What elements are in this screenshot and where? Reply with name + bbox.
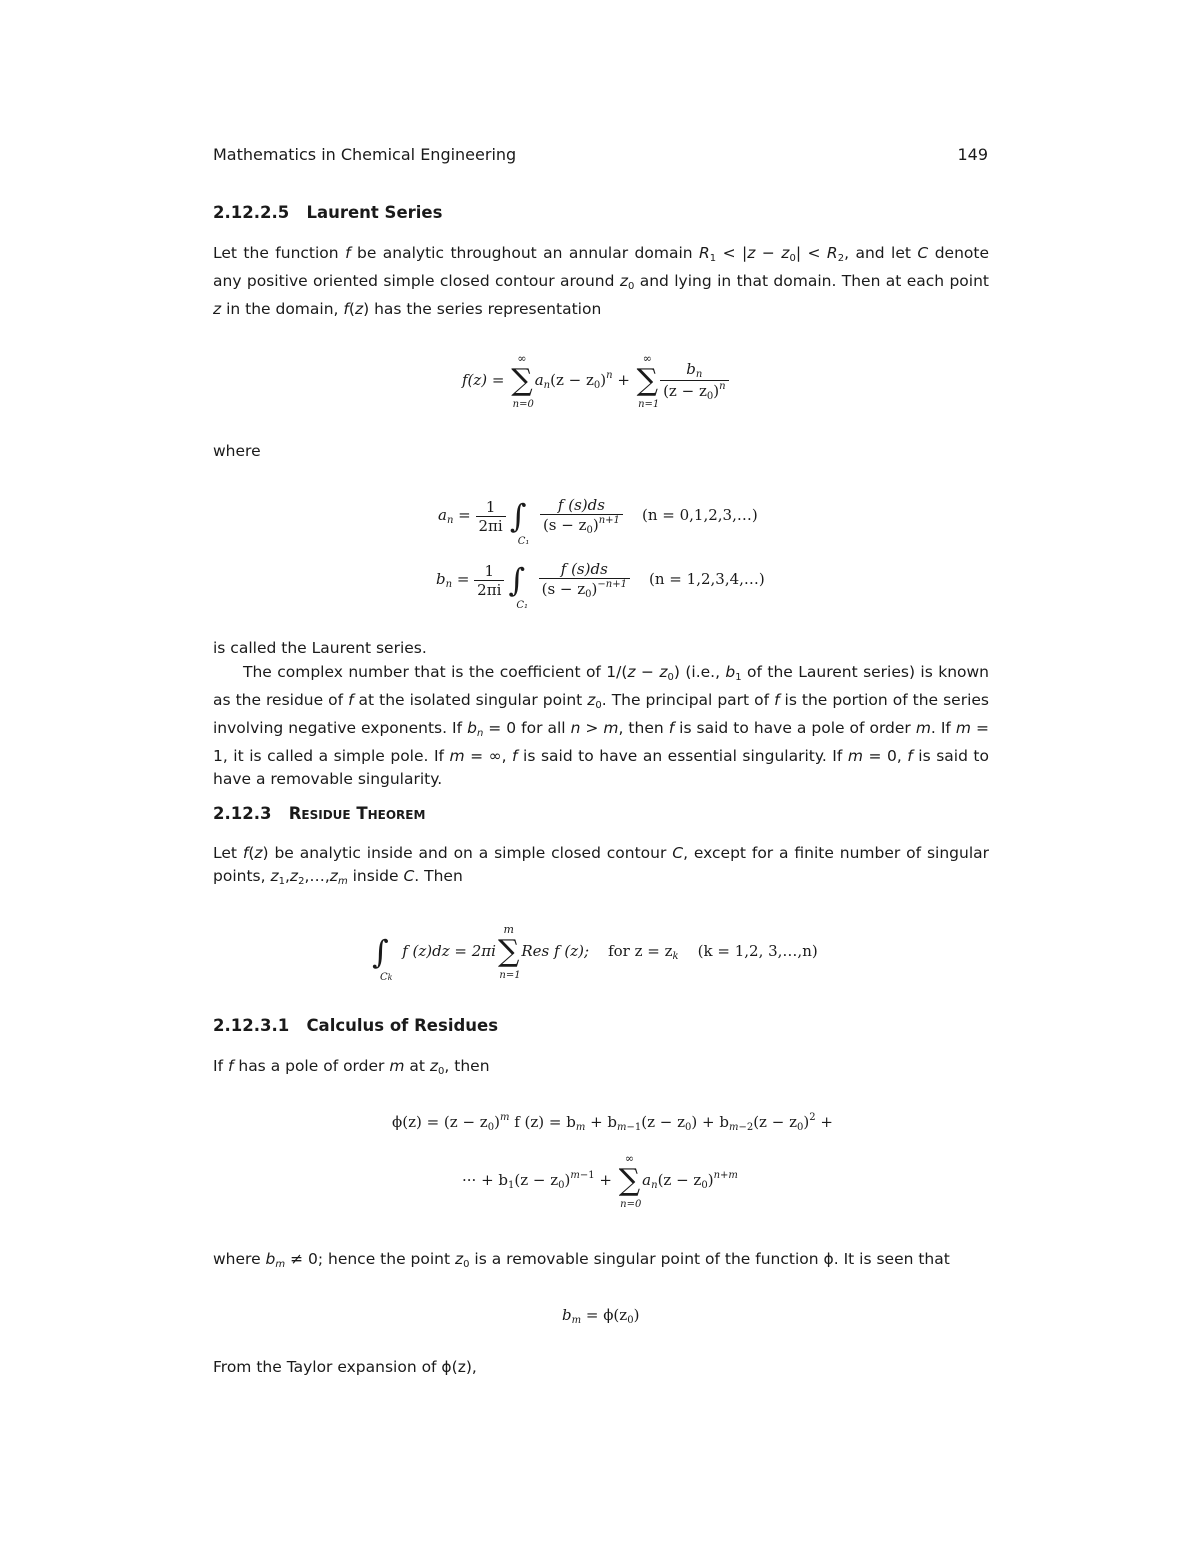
- summation-symbol: ∑ ∞ n=0: [511, 352, 534, 410]
- integral-symbol: ∫ C₁: [508, 561, 529, 611]
- section-title: Laurent Series: [306, 203, 443, 222]
- paragraph-removable-point: where $b_m \ne 0$; hence the point $z_0$ is a removable singular point of the function ϕ. It is seen that: [213, 1250, 950, 1270]
- section-heading-calculus-residues: [213, 1016, 498, 1035]
- integral-symbol: ∫ C₁: [509, 497, 530, 547]
- summation-symbol: ∑ ∞ n=1: [636, 352, 660, 410]
- section-title: Calculus of Residues: [306, 1016, 499, 1035]
- equation-an-coefficient: $a_n$ = $\frac{1}{2\pi i}$ ∫ C₁ $\frac{f (s)ds}{(s - z_0)^{n+1}}$ (n = 0,1,2,3,…): [438, 496, 758, 547]
- running-head: Mathematics in Chemical Engineering: [213, 145, 517, 164]
- paragraph-laurent-called: is called the Laurent series.: [213, 639, 427, 657]
- section-heading-laurent: [213, 203, 442, 222]
- paragraph-taylor-expansion: From the Taylor expansion of ϕ(z),: [213, 1358, 477, 1376]
- equation-bm-phi: $b_m = \phi(z_0)$: [562, 1306, 640, 1326]
- equation-residue-theorem: ∫ Ck f (z)dz = 2πi∑ m n=1 Res f (z); for $z = z_k$ (k = 1,2, 3,…,n): [372, 923, 818, 983]
- paragraph-residue-definition: The complex number that is the coefficient of $1/(z - z_0)$ (i.e., $b_1$ of the Laurent series) is known as the residue of f at the isolated singular point $z_0$. The principal part of f is the portion of the series involving negative exponents. If $b_n = 0$ for all n > m, then f is said to have a pole of order m. If m = 1, it is called a simple pole. If m = ∞, f is said to have an essential singularity. If m = 0, f is said to have a removable singularity.: [213, 663, 989, 788]
- section-title: Residue Theorem: [288, 804, 426, 823]
- paragraph-residue-theorem: Let f(z) be analytic inside and on a simple closed contour C, except for a finite number of singular points, $z_1,z_2,\dots,z_m$ inside C. Then: [213, 844, 990, 887]
- summation-symbol: ∑ m n=1: [497, 923, 521, 981]
- equation-bn-coefficient: $b_n$ = $\frac{1}{2\pi i}$ ∫ C₁ $\frac{f (s)ds}{(s - z_0)^{-n+1}}$ (n = 1,2,3,4,…): [436, 560, 765, 611]
- section-number: 2.12.3: [213, 804, 272, 823]
- equation-phi-expansion: $\phi(z) = (z - z_0)^m$ f $(z) = b_m + b_{m-1}(z - z_0) + b_{m-2}(z - z_0)^2$ +: [392, 1112, 833, 1133]
- summation-symbol: ∑ ∞ n=0: [618, 1152, 642, 1210]
- paragraph-pole-order: If f has a pole of order m at $z_0$, then: [213, 1057, 490, 1077]
- section-number: 2.12.3.1: [213, 1016, 290, 1035]
- section-heading-residue-theorem: [213, 804, 425, 823]
- equation-laurent-series: f(z) = ∑ ∞ n=0 $a_n(z - z_0)^n$ + ∑ ∞ n=1 $\frac{b_n}{(z - z_0)^n}$: [462, 360, 729, 402]
- equation-phi-continuation: ··· + $b_1(z - z_0)^{m-1}$ + ∑ ∞ n=0 $a_n(z - z_0)^{n+m}$: [462, 1152, 738, 1210]
- where-label: where: [213, 442, 261, 460]
- section-number: 2.12.2.5: [213, 203, 290, 222]
- integral-symbol: ∫ Ck: [372, 933, 393, 983]
- paragraph-laurent-intro: Let the function f be analytic throughout an annular domain $R_1 < |z - z_0| < R_2$, and let C denote any positive oriented simple closed contour around $z_0$ and lying in that domain. Then at each point z in the domain, f(z) has the series representation: [213, 244, 989, 318]
- page-number: 149: [957, 145, 988, 164]
